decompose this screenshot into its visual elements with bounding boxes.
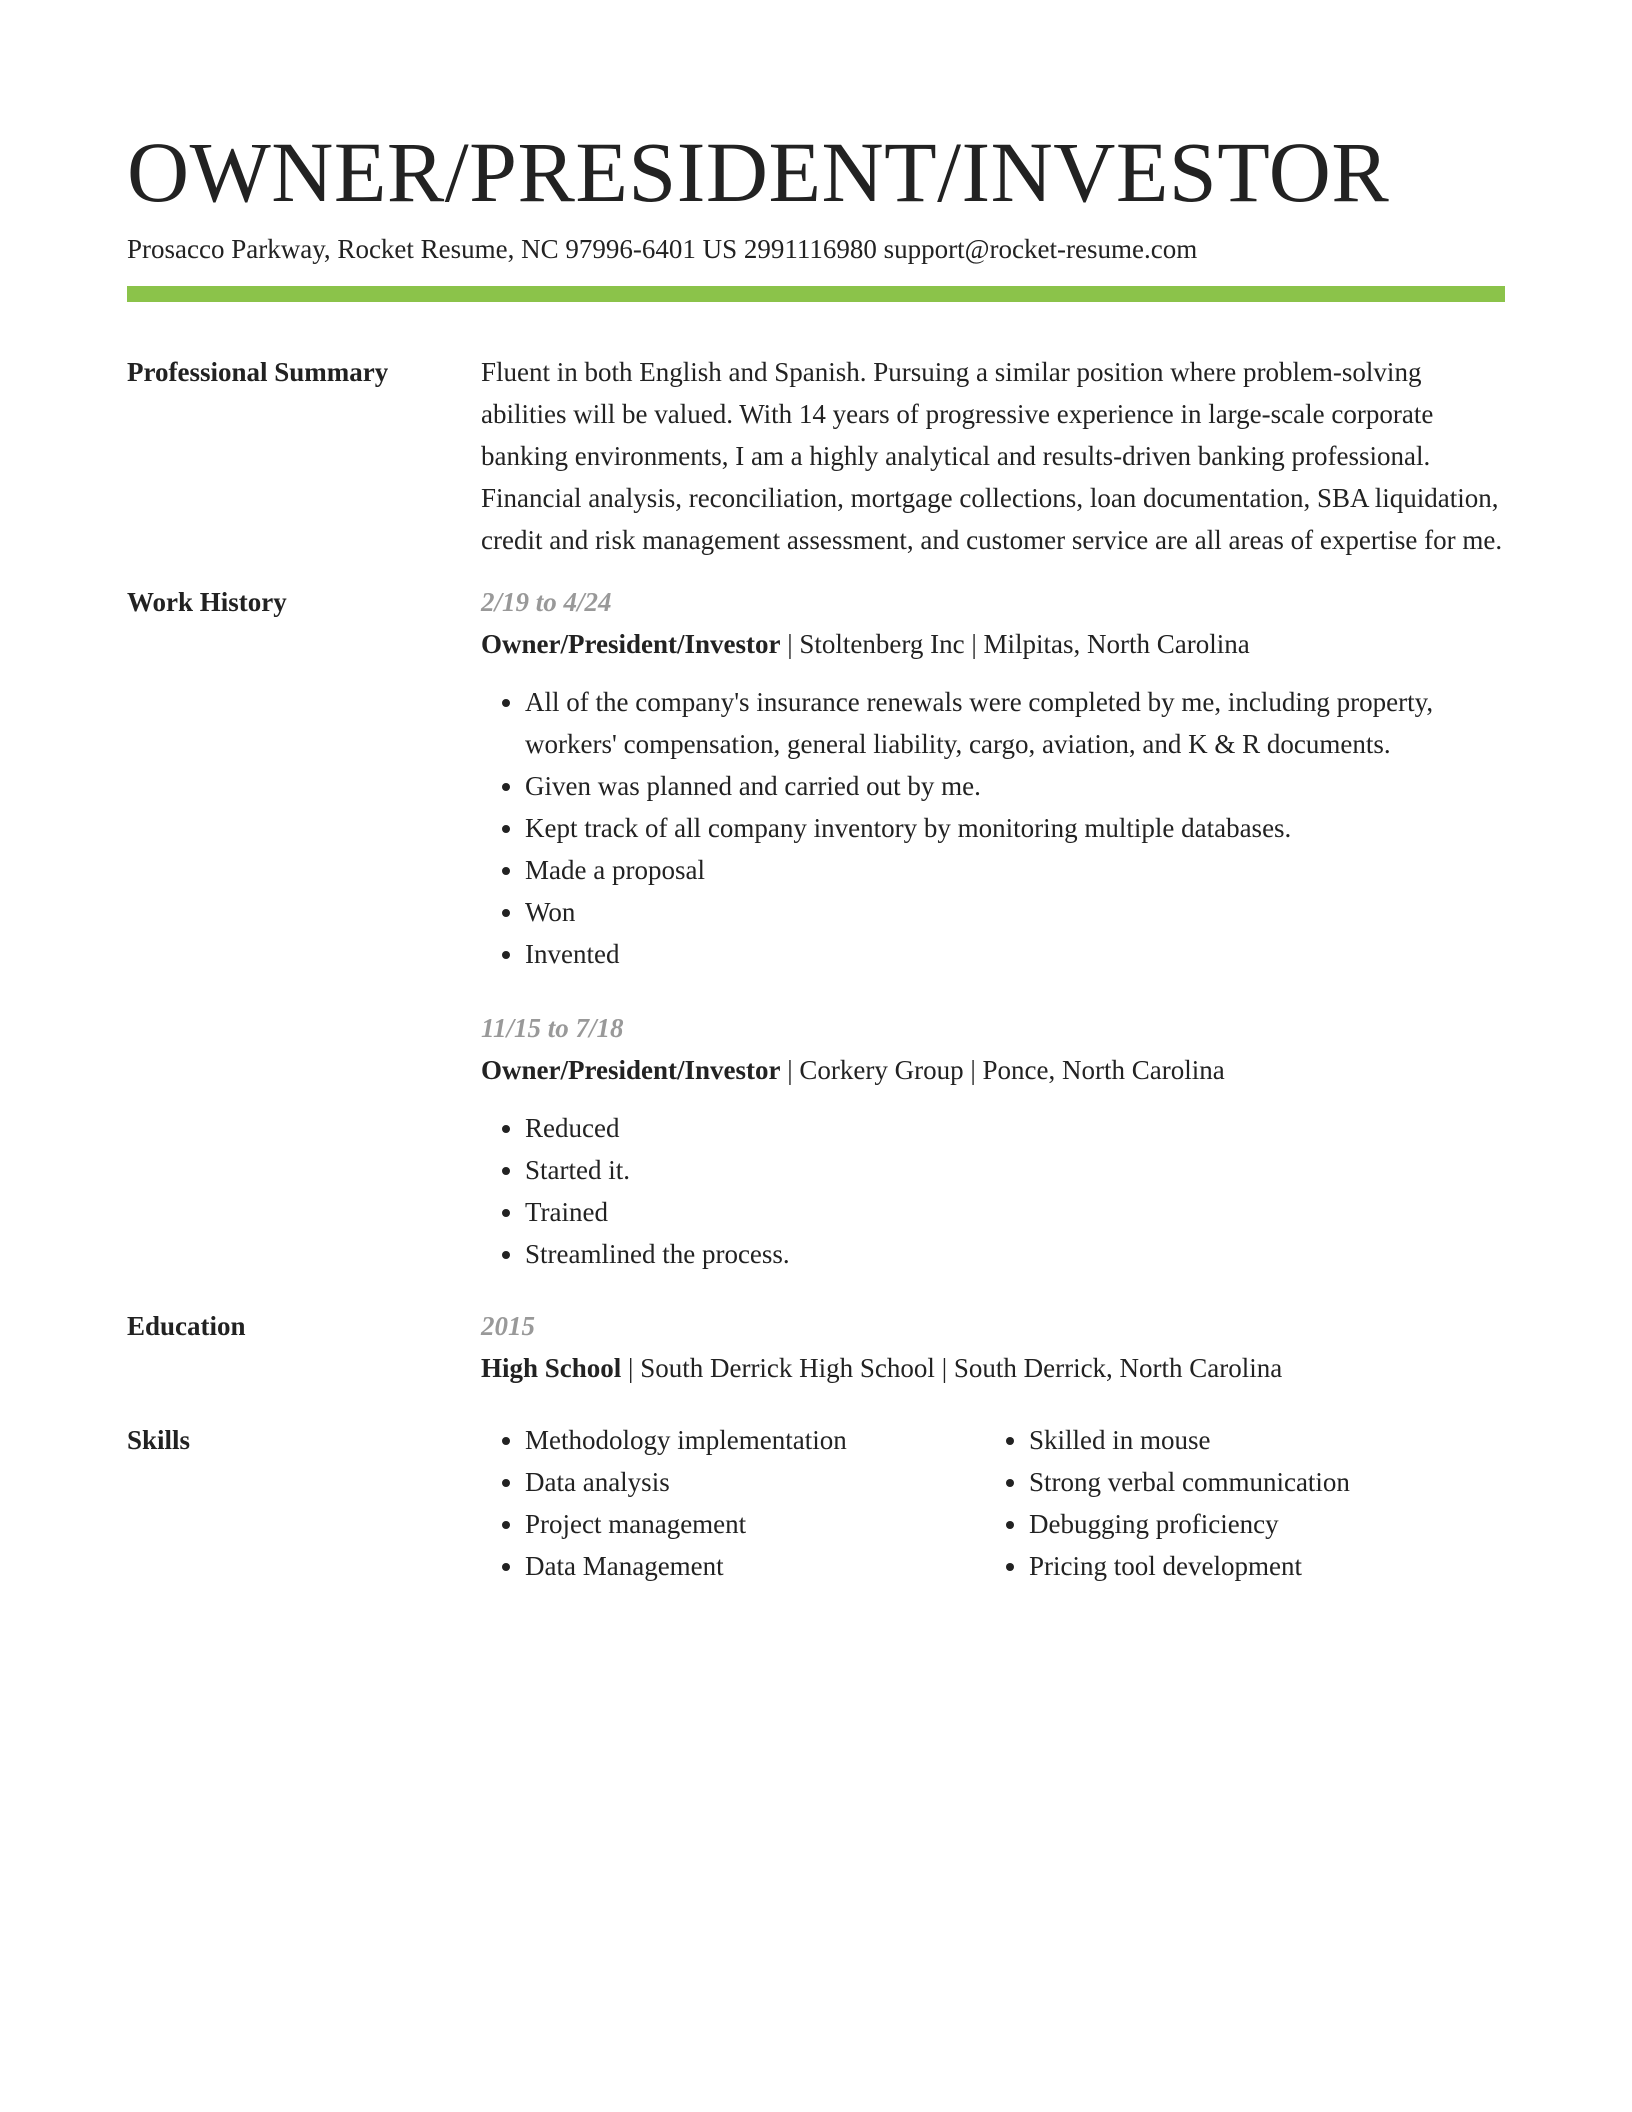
skill-item: • Strong verbal communication — [1029, 1461, 1529, 1503]
job-title: Owner/President/Investor — [481, 1055, 781, 1085]
education-degree: High School — [481, 1353, 622, 1383]
job-location: | Ponce, North Carolina — [964, 1055, 1225, 1085]
job-dates: 11/15 to 7/18 — [481, 1013, 624, 1043]
job-bullet: • Won — [525, 891, 1505, 933]
contact-phone: 2991116980 — [743, 234, 877, 264]
education-body — [481, 1305, 1505, 1389]
work-history-heading: Work History — [127, 587, 287, 617]
job-heading — [481, 623, 1505, 665]
skills-list-right — [985, 1419, 1529, 1587]
job-company: | Corkery Group — [780, 1055, 963, 1085]
job-bullet: • Streamlined the process. — [525, 1233, 1505, 1275]
job-heading — [481, 1049, 1505, 1091]
skill-item: • Data Management — [525, 1545, 985, 1587]
education-school: | South Derrick High School — [621, 1353, 935, 1383]
accent-divider — [127, 286, 1505, 302]
summary-section — [127, 351, 1505, 561]
work-history-section — [127, 581, 1505, 1275]
education-section — [127, 1305, 1505, 1389]
job-bullet: • Given was planned and carried out by me. — [525, 765, 1505, 807]
job-bullets — [481, 681, 1505, 975]
job-dates: 2/19 to 4/24 — [481, 587, 612, 617]
skill-item: • Pricing tool development — [1029, 1545, 1529, 1587]
job-bullet: • Trained — [525, 1191, 1505, 1233]
summary-text: Fluent in both English and Spanish. Pursuing a similar position where problem-solving abilities will be valued. With 14 years of progressive experience in large-scale corporate banking environments, I am a highly analytical and results-driven banking professional. Financial analysis, reconciliation, mortgage collections, loan documentation, SBA liquidation, credit and risk management assessment, and customer service are all areas of expertise for me. — [481, 357, 1503, 555]
skill-item: • Methodology implementation — [525, 1419, 985, 1461]
job-bullet: • Reduced — [525, 1107, 1505, 1149]
skills-heading: Skills — [127, 1425, 191, 1455]
contact-line — [127, 232, 1505, 266]
job-entry — [481, 1007, 1505, 1275]
resume-name: OWNER/PRESIDENT/INVESTOR — [127, 124, 1390, 220]
skills-body — [481, 1419, 1505, 1587]
summary-heading: Professional Summary — [127, 357, 389, 387]
job-bullet: • Started it. — [525, 1149, 1505, 1191]
job-entry — [481, 581, 1505, 975]
skill-item: • Skilled in mouse — [1029, 1419, 1529, 1461]
job-bullet: • All of the company's insurance renewals were completed by me, including property, workers' compensation, general liability, cargo, aviation, and K & R documents. — [525, 681, 1505, 765]
skill-item: • Debugging proficiency — [1029, 1503, 1529, 1545]
job-bullets — [481, 1107, 1505, 1275]
resume-page — [127, 0, 1505, 1587]
work-history-body — [481, 581, 1505, 1275]
education-heading-line — [481, 1347, 1505, 1389]
education-location: | South Derrick, North Carolina — [935, 1353, 1282, 1383]
skill-item: • Data analysis — [525, 1461, 985, 1503]
education-heading: Education — [127, 1311, 246, 1341]
skills-list-left — [481, 1419, 985, 1587]
job-company: | Stoltenberg Inc — [780, 629, 964, 659]
contact-email[interactable]: support@rocket-resume.com — [883, 234, 1198, 264]
education-year: 2015 — [481, 1311, 535, 1341]
skills-section — [127, 1419, 1505, 1587]
job-location: | Milpitas, North Carolina — [965, 629, 1250, 659]
job-bullet: • Kept track of all company inventory by monitoring multiple databases. — [525, 807, 1505, 849]
contact-address: Prosacco Parkway, Rocket Resume, NC 97996-6401 US — [127, 234, 738, 264]
skill-item: • Project management — [525, 1503, 985, 1545]
job-bullet: • Invented — [525, 933, 1505, 975]
job-title: Owner/President/Investor — [481, 629, 781, 659]
job-bullet: • Made a proposal — [525, 849, 1505, 891]
